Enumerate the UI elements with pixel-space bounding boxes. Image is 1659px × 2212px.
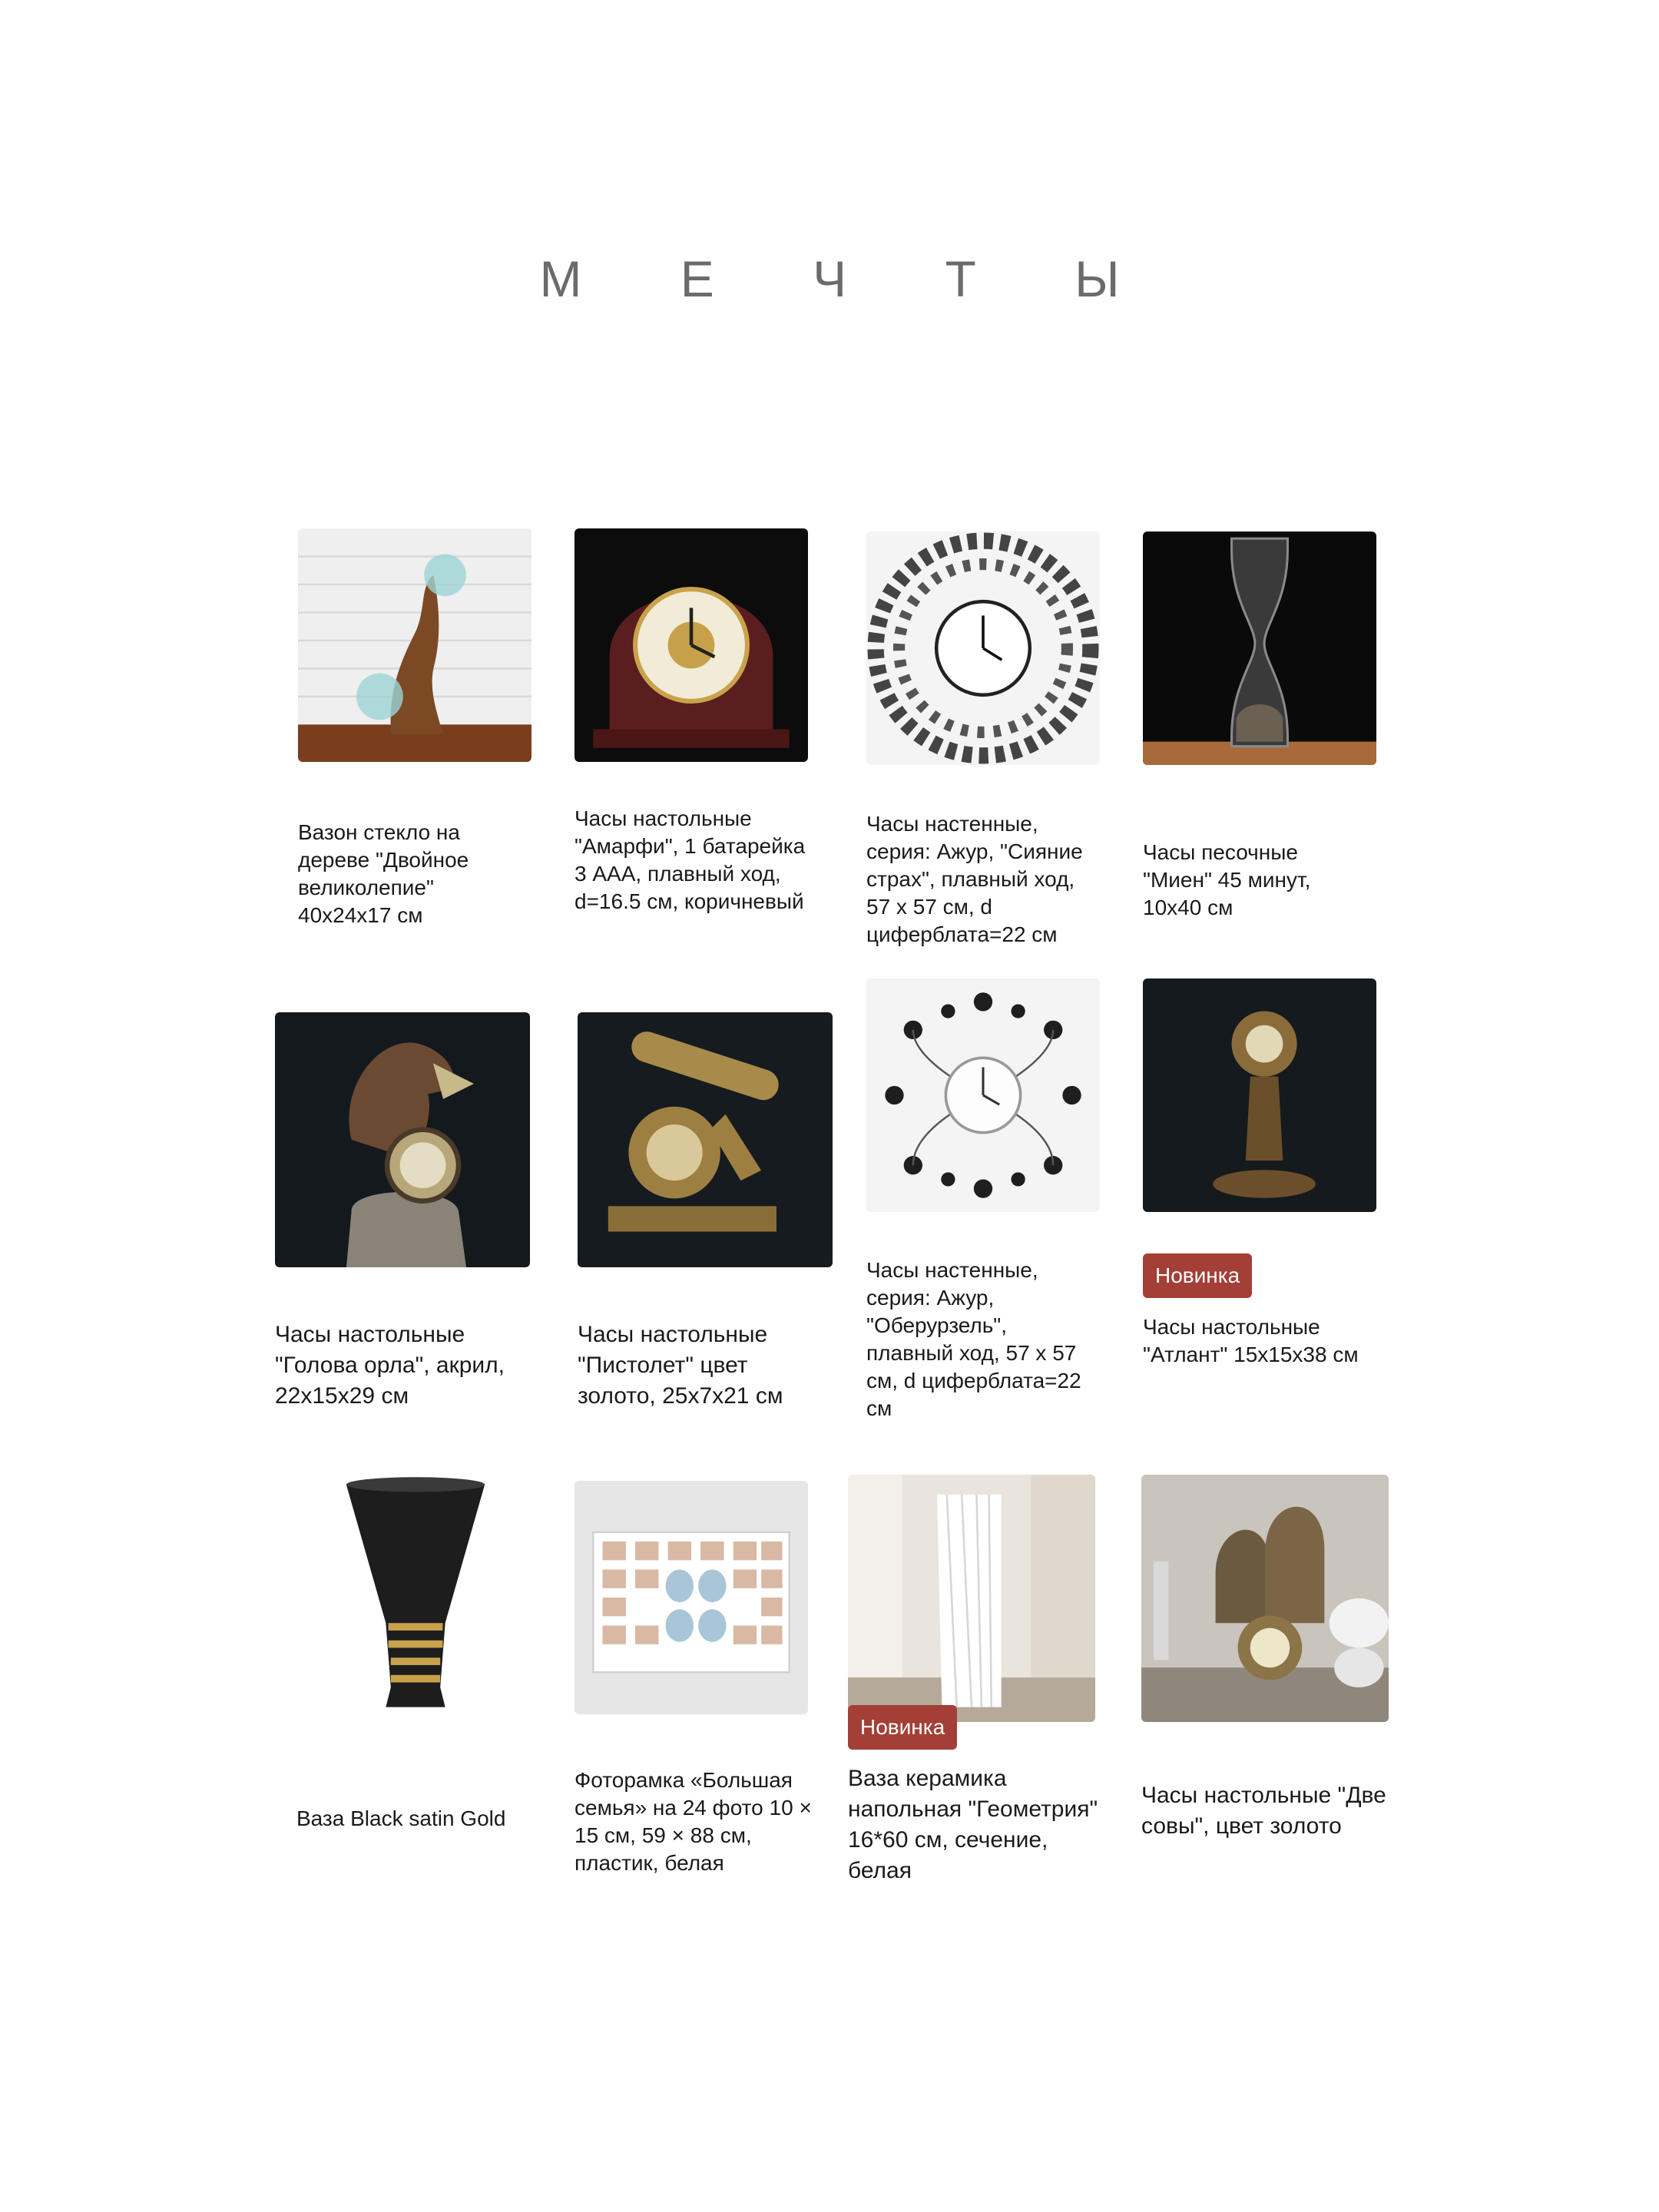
page-title: М Е Ч Т Ы [539,250,1162,307]
new-badge: Новинка [1143,1253,1252,1298]
product-caption[interactable]: Ваза керамика напольная "Геометрия" 16*60 см, сечение, белая [848,1766,1098,1883]
product-image[interactable] [292,1475,539,1722]
product-image[interactable] [275,1012,530,1267]
product-image[interactable] [1143,979,1376,1212]
product-image[interactable] [1141,1475,1389,1722]
product-image[interactable] [866,531,1100,765]
product-caption[interactable]: Часы настенные, серия: Ажур, "Оберурзель", плавный ход, 57 х 57 см, d циферблата=22 см [866,1258,1081,1420]
product-image[interactable] [848,1475,1095,1722]
product-caption[interactable]: Фоторамка «Большая семья» на 24 фото 10 × 15 см, 59 × 88 см, пластик, белая [575,1768,812,1875]
product-caption[interactable]: Часы настенные, серия: Ажур, "Сияние страх", плавный ход, 57 х 57 см, d циферблата=22 см [866,812,1083,946]
product-image[interactable] [1143,531,1376,765]
product-caption[interactable]: Часы настольные "Амарфи", 1 батарейка 3 ААА, плавный ход, d=16.5 см, коричневый [575,806,806,913]
product-caption[interactable]: Часы песочные "Миен" 45 минут, 10х40 см [1143,840,1311,919]
product-caption[interactable]: Ваза Black satin Gold [296,1806,506,1830]
product-caption[interactable]: Вазон стекло на дереве "Двойное великолепие" 40х24х17 см [298,820,469,927]
new-badge: Новинка [848,1705,957,1750]
product-image[interactable] [575,1481,808,1714]
product-image[interactable] [575,528,808,762]
product-caption[interactable]: Часы настольные "Две совы", цвет золото [1141,1783,1386,1839]
product-caption[interactable]: Часы настольные "Атлант" 15х15х38 см [1143,1315,1359,1366]
product-caption[interactable]: Часы настольные "Пистолет" цвет золото, 25х7х21 см [578,1322,783,1409]
product-caption[interactable]: Часы настольные "Голова орла", акрил, 22х15х29 см [275,1322,505,1409]
product-image[interactable] [578,1012,833,1267]
product-image[interactable] [298,528,531,762]
product-image[interactable] [866,979,1100,1212]
